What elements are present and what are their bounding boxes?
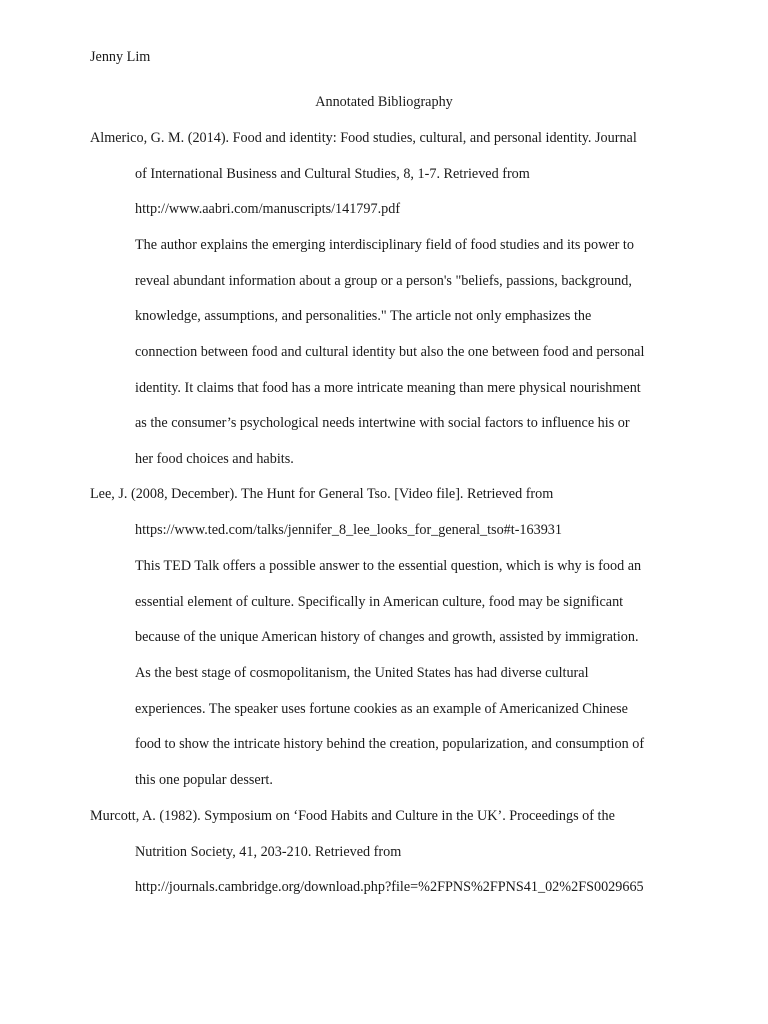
- annotation-line: As the best stage of cosmopolitanism, the United States has had diverse cultural: [135, 665, 589, 681]
- page-title: Annotated Bibliography: [315, 94, 453, 110]
- citation-line: Lee, J. (2008, December). The Hunt for General Tso. [Video file]. Retrieved from: [90, 486, 554, 502]
- annotation-line: because of the unique American history of changes and growth, assisted by immigration.: [135, 629, 639, 645]
- annotation-line: The author explains the emerging interdisciplinary field of food studies and its power to: [135, 237, 634, 253]
- citation-line: of International Business and Cultural Studies, 8, 1-7. Retrieved from: [135, 166, 530, 182]
- citation-line: Nutrition Society, 41, 203-210. Retrieved from: [135, 844, 402, 860]
- citation-url: http://journals.cambridge.org/download.php?file=%2FPNS%2FPNS41_02%2FS0029665: [135, 879, 644, 895]
- annotation-line: This TED Talk offers a possible answer to the essential question, which is why is food an: [135, 558, 642, 574]
- annotation-line: as the consumer’s psychological needs intertwine with social factors to influence his or: [135, 415, 630, 431]
- annotation-line: food to show the intricate history behind the creation, popularization, and consumption of: [135, 736, 645, 752]
- annotation-line: her food choices and habits.: [135, 451, 294, 467]
- annotation-line: identity. It claims that food has a more intricate meaning than mere physical nourishment: [135, 380, 641, 396]
- annotation-line: connection between food and cultural identity but also the one between food and personal: [135, 344, 645, 360]
- annotation-line: knowledge, assumptions, and personalities." The article not only emphasizes the: [135, 308, 592, 324]
- annotation-line: reveal abundant information about a group or a person's "beliefs, passions, background,: [135, 273, 632, 289]
- author-name: Jenny Lim: [90, 49, 151, 65]
- annotation-line: this one popular dessert.: [135, 772, 273, 788]
- citation-url: http://www.aabri.com/manuscripts/141797.pdf: [135, 201, 401, 217]
- citation-line: Almerico, G. M. (2014). Food and identity: Food studies, cultural, and personal identity. Journal: [90, 130, 637, 146]
- annotation-line: experiences. The speaker uses fortune cookies as an example of Americanized Chinese: [135, 701, 628, 717]
- citation-line: Murcott, A. (1982). Symposium on ‘Food Habits and Culture in the UK’. Proceedings of the: [90, 808, 615, 824]
- annotation-line: essential element of culture. Specifically in American culture, food may be significant: [135, 594, 624, 610]
- citation-url: https://www.ted.com/talks/jennifer_8_lee_looks_for_general_tso#t-163931: [135, 522, 562, 538]
